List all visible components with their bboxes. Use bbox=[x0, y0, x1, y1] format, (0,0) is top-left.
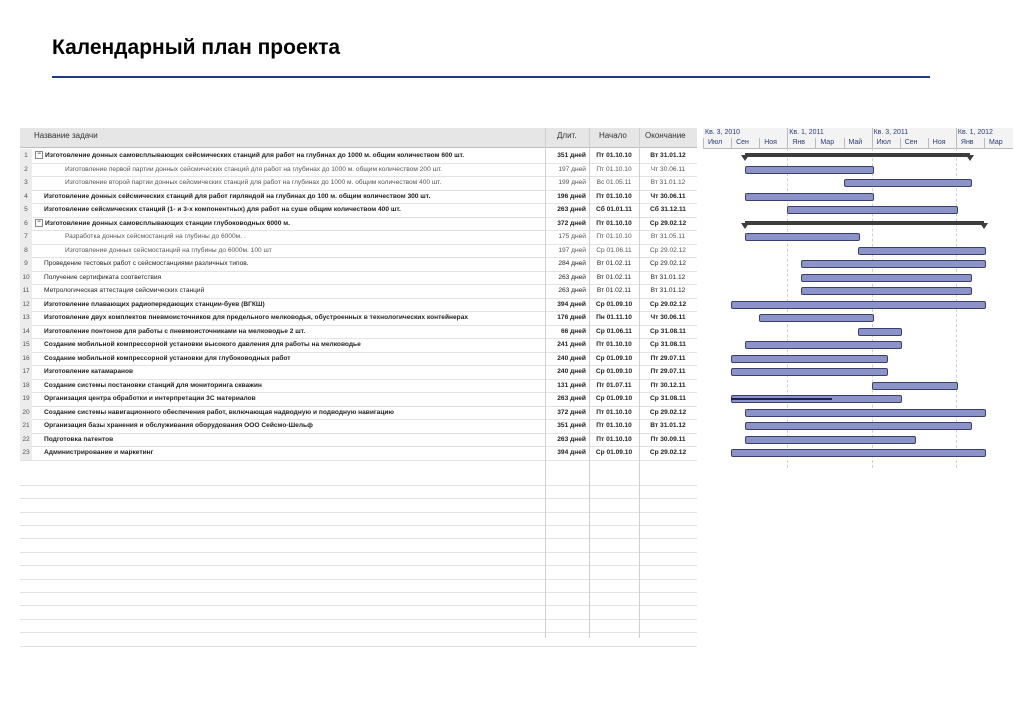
empty-row bbox=[20, 632, 697, 646]
month-label: Янв bbox=[792, 139, 805, 146]
month-label: Мар bbox=[820, 139, 835, 146]
task-duration: 176 дней bbox=[557, 314, 586, 321]
task-end: Вт 31.05.11 bbox=[650, 233, 686, 240]
summary-end-marker-icon bbox=[966, 155, 974, 161]
task-duration: 175 дней bbox=[558, 233, 586, 240]
task-name bbox=[65, 244, 272, 257]
task-name-text: Разработка донных сейсмостанций на глубины до 6000м. . bbox=[65, 233, 246, 240]
month-separator bbox=[759, 138, 760, 148]
task-start: Ср 01.06.11 bbox=[596, 327, 632, 335]
task-name-text: Получение сертификата соответствия bbox=[44, 273, 162, 281]
summary-bar[interactable] bbox=[745, 221, 984, 225]
table-row[interactable] bbox=[20, 352, 697, 367]
task-name-text: Изготовление сейсмических станций (1- и 3-х компонентных) для работ на суше общим количеством 400 шт. bbox=[44, 206, 401, 213]
task-duration: 263 дней bbox=[557, 395, 586, 402]
empty-row bbox=[20, 552, 697, 566]
task-duration: 394 дней bbox=[557, 300, 586, 308]
task-start: Вт 01.02.11 bbox=[596, 260, 632, 267]
task-end: Пт 30.12.11 bbox=[650, 381, 686, 389]
month-separator bbox=[928, 138, 929, 148]
month-separator bbox=[703, 138, 704, 148]
task-start: Пт 01.10.10 bbox=[596, 341, 632, 348]
empty-row bbox=[20, 565, 697, 579]
task-name bbox=[44, 433, 113, 446]
task-duration: 241 дней bbox=[557, 341, 586, 348]
row-number: 22 bbox=[20, 433, 32, 447]
task-start: Ср 01.09.10 bbox=[595, 395, 633, 402]
month-separator bbox=[731, 138, 732, 148]
task-name bbox=[44, 271, 161, 284]
task-end: Ср 31.08.11 bbox=[650, 395, 686, 402]
table-row[interactable] bbox=[20, 446, 697, 461]
task-name bbox=[65, 163, 442, 176]
quarter-label: Кв. 1, 2012 bbox=[957, 129, 993, 136]
task-name bbox=[44, 190, 430, 203]
task-duration: 372 дней bbox=[557, 408, 586, 416]
task-start: Пт 01.10.10 bbox=[596, 422, 632, 429]
task-start: Ср 01.09.10 bbox=[595, 368, 633, 375]
task-start: Пт 01.10.10 bbox=[596, 165, 632, 173]
task-bar[interactable] bbox=[745, 193, 873, 201]
row-number: 21 bbox=[20, 419, 32, 433]
row-number: 20 bbox=[20, 406, 32, 420]
row-number: 5 bbox=[20, 203, 32, 217]
column-header-duration[interactable]: Длит. bbox=[557, 131, 577, 140]
task-name-text: Подготовка патентов bbox=[44, 435, 114, 443]
table-row[interactable] bbox=[20, 244, 697, 259]
table-row[interactable] bbox=[20, 419, 697, 434]
table-row[interactable] bbox=[20, 311, 697, 326]
page-title: Календарный план проекта bbox=[52, 36, 341, 59]
summary-end-marker-icon bbox=[980, 223, 988, 229]
task-end: Вт 31.01.12 bbox=[650, 422, 686, 429]
empty-row bbox=[20, 606, 697, 620]
task-start: Сб 01.01.11 bbox=[596, 206, 632, 213]
task-end: Вт 31.01.12 bbox=[650, 287, 686, 294]
task-start: Ср 01.09.10 bbox=[595, 449, 633, 456]
task-name-text: Создание мобильной компрессорной установки для глубоководных работ bbox=[44, 354, 291, 362]
table-row[interactable] bbox=[20, 257, 697, 272]
task-bar[interactable] bbox=[745, 422, 972, 430]
task-end: Чт 30.06.11 bbox=[650, 314, 686, 321]
task-bar[interactable] bbox=[858, 247, 986, 255]
table-row[interactable] bbox=[20, 433, 697, 448]
task-duration: 263 дней bbox=[557, 206, 586, 213]
task-duration: 284 дней bbox=[558, 260, 586, 267]
task-bar[interactable] bbox=[745, 409, 986, 417]
task-name-text: Создание системы постановки станций для мониторинга скважин bbox=[44, 381, 262, 389]
task-name-text: Создание системы навигационного обеспечения работ, включающая надводную и подводную навигацию bbox=[44, 408, 395, 416]
task-start: Пт 01.10.10 bbox=[596, 408, 632, 416]
row-number: 23 bbox=[20, 446, 32, 460]
table-row[interactable] bbox=[20, 163, 697, 178]
task-duration: 372 дней bbox=[557, 219, 586, 227]
table-row[interactable] bbox=[20, 230, 697, 245]
timescale-months bbox=[703, 138, 1013, 149]
task-name-text: Изготовление донных сейсмостанций на глубины до 6000м. 100 шт bbox=[65, 246, 272, 254]
task-end: Чт 30.06.11 bbox=[650, 165, 686, 173]
task-start: Ср 01.09.10 bbox=[595, 300, 633, 308]
task-duration: 240 дней bbox=[557, 368, 586, 375]
task-name-text: Изготовление двух комплектов пневмоисточников для предельного мелководья, обустроенных в технологических контейнерах bbox=[44, 314, 469, 321]
row-number: 10 bbox=[20, 271, 32, 285]
task-start: Пн 01.11.10 bbox=[596, 314, 632, 321]
row-number: 8 bbox=[20, 244, 32, 258]
task-name-text: Изготовление понтонов для работы с пневмоисточниками на мелководье 2 шт. bbox=[44, 327, 306, 335]
task-end: Пт 30.09.11 bbox=[650, 435, 686, 443]
month-separator bbox=[844, 138, 845, 148]
table-row[interactable] bbox=[20, 406, 697, 421]
task-start: Вт 01.02.11 bbox=[596, 287, 632, 294]
table-row[interactable] bbox=[20, 338, 697, 353]
month-separator bbox=[815, 138, 816, 148]
progress-bar bbox=[731, 398, 832, 400]
task-name bbox=[44, 203, 401, 216]
task-bar[interactable] bbox=[759, 314, 873, 322]
column-separator bbox=[639, 128, 640, 638]
quarter-separator bbox=[956, 128, 957, 138]
task-duration: 196 дней bbox=[557, 192, 586, 200]
task-name-text: Метрологическая аттестация сейсмических станций bbox=[44, 287, 205, 294]
task-start: Пт 01.10.10 bbox=[596, 192, 632, 200]
row-number: 7 bbox=[20, 230, 32, 244]
task-name-text: Изготовление первой партии донных сейсмических станций для работ на глубинах до 1000 м. общим количеством 200 шт. bbox=[65, 165, 442, 173]
task-end: Ср 29.02.12 bbox=[649, 300, 687, 308]
title-underline bbox=[52, 76, 930, 78]
column-separator bbox=[545, 128, 546, 638]
quarter-separator bbox=[787, 128, 788, 138]
quarter-label: Кв. 3, 2010 bbox=[705, 129, 741, 136]
task-start: Пт 01.10.10 bbox=[596, 152, 632, 159]
task-bar[interactable] bbox=[801, 287, 972, 295]
task-bar[interactable] bbox=[745, 166, 873, 174]
month-label: Ноя bbox=[932, 139, 946, 146]
month-label: Сен bbox=[904, 139, 918, 146]
task-bar[interactable] bbox=[801, 274, 972, 282]
task-duration: 197 дней bbox=[558, 246, 586, 254]
task-start: Ср 01.09.10 bbox=[595, 354, 633, 362]
task-duration: 131 дней bbox=[557, 381, 586, 389]
empty-row bbox=[20, 498, 697, 512]
task-bar[interactable] bbox=[872, 382, 958, 390]
task-name bbox=[44, 419, 313, 432]
gantt-chart bbox=[703, 128, 1013, 468]
task-duration: 351 дней bbox=[557, 152, 586, 159]
task-end: Ср 31.08.11 bbox=[650, 341, 686, 348]
task-bar[interactable] bbox=[731, 449, 986, 457]
summary-end-marker-icon bbox=[741, 223, 749, 229]
row-number: 9 bbox=[20, 257, 32, 271]
task-duration: 197 дней bbox=[558, 165, 586, 173]
month-separator bbox=[900, 138, 901, 148]
task-end: Ср 29.02.12 bbox=[650, 260, 686, 267]
task-bar[interactable] bbox=[731, 301, 986, 309]
task-name-text: Изготовление катамаранов bbox=[44, 368, 134, 375]
summary-end-marker-icon bbox=[741, 155, 749, 161]
task-end: Вт 31.01.12 bbox=[650, 152, 686, 159]
task-end: Пт 29.07.11 bbox=[650, 368, 686, 375]
empty-row bbox=[20, 592, 697, 606]
task-name-text: Организация центра обработки и интерпретации 3С материалов bbox=[44, 395, 256, 402]
quarter-label: Кв. 3, 2011 bbox=[873, 129, 909, 136]
task-name-text: Изготовление донных самовсплывающих станции глубоководных 6000 м. bbox=[45, 219, 290, 227]
row-number: 17 bbox=[20, 365, 32, 379]
task-bar[interactable] bbox=[731, 355, 888, 363]
task-name bbox=[44, 392, 256, 405]
task-name bbox=[44, 352, 291, 365]
column-separator bbox=[589, 128, 590, 638]
task-name bbox=[35, 217, 290, 230]
table-row[interactable] bbox=[20, 217, 697, 232]
task-end: Ср 29.02.12 bbox=[649, 219, 687, 227]
task-bar[interactable] bbox=[745, 436, 916, 444]
task-name bbox=[44, 284, 204, 297]
empty-row bbox=[20, 525, 697, 539]
table-row[interactable] bbox=[20, 379, 697, 394]
empty-row bbox=[20, 485, 697, 499]
collapse-toggle-icon[interactable]: − bbox=[35, 151, 43, 159]
task-name bbox=[65, 176, 441, 189]
task-name bbox=[44, 311, 468, 324]
task-name bbox=[44, 406, 394, 419]
task-name bbox=[44, 298, 265, 311]
task-name bbox=[44, 446, 153, 459]
row-number: 3 bbox=[20, 176, 32, 190]
task-end: Пт 29.07.11 bbox=[650, 354, 686, 362]
month-label: Ноя bbox=[764, 139, 777, 146]
task-start: Пт 01.10.10 bbox=[596, 233, 632, 240]
task-name bbox=[35, 149, 464, 162]
task-bar[interactable] bbox=[787, 206, 958, 214]
row-number: 15 bbox=[20, 338, 32, 352]
table-row[interactable] bbox=[20, 365, 697, 380]
empty-row bbox=[20, 512, 697, 526]
task-start: Вс 01.05.11 bbox=[596, 179, 632, 186]
task-name bbox=[44, 257, 249, 270]
task-name-text: Изготовление плавающих радиопередающих станции-буев (ВГКШ) bbox=[44, 300, 265, 308]
month-separator bbox=[787, 138, 788, 148]
row-number: 11 bbox=[20, 284, 32, 298]
month-separator bbox=[984, 138, 985, 148]
row-number: 14 bbox=[20, 325, 32, 339]
row-number: 19 bbox=[20, 392, 32, 406]
month-label: Мар bbox=[989, 139, 1003, 146]
table-row[interactable] bbox=[20, 284, 697, 299]
task-start: Пт 01.07.11 bbox=[596, 381, 632, 389]
month-label: Июл bbox=[876, 139, 891, 146]
row-number: 12 bbox=[20, 298, 32, 312]
empty-row bbox=[20, 579, 697, 593]
empty-row bbox=[20, 472, 697, 486]
task-name-text: Создание мобильной компрессорной установки высокого давления для работы на мелководье bbox=[44, 341, 361, 348]
task-end: Ср 29.02.12 bbox=[649, 408, 687, 416]
task-bar[interactable] bbox=[745, 341, 902, 349]
task-duration: 351 дней bbox=[557, 422, 586, 429]
task-duration: 263 дней bbox=[558, 287, 586, 294]
task-end: Вт 31.01.12 bbox=[650, 273, 686, 281]
row-number: 2 bbox=[20, 163, 32, 177]
task-duration: 263 дней bbox=[558, 273, 586, 281]
column-header-name[interactable]: Название задачи bbox=[34, 131, 98, 140]
row-number: 13 bbox=[20, 311, 32, 325]
task-name-text: Проведение тестовых работ с сейсмостанциями различных типов. bbox=[44, 260, 249, 267]
month-label: Янв bbox=[960, 139, 974, 146]
task-bar[interactable] bbox=[844, 179, 972, 187]
table-row[interactable] bbox=[20, 392, 697, 407]
task-duration: 394 дней bbox=[557, 449, 586, 456]
task-end: Ср 31.08.11 bbox=[650, 327, 686, 335]
task-bar[interactable] bbox=[745, 233, 859, 241]
table-row[interactable] bbox=[20, 203, 697, 218]
table-row[interactable] bbox=[20, 298, 697, 313]
row-number: 18 bbox=[20, 379, 32, 393]
task-name-text: Изготовление донных сейсмических станций для работ гирляндой на глубинах до 100 м. общим количеством 300 шт. bbox=[44, 192, 431, 200]
row-number: 4 bbox=[20, 190, 32, 204]
task-name-text: Изготовление второй партии донных сейсмических станций для работ на глубинах до 1000 м. общим количеством 400 шт. bbox=[65, 179, 442, 186]
task-start: Вт 01.02.11 bbox=[596, 273, 632, 281]
quarter-label: Кв. 1, 2011 bbox=[789, 129, 824, 136]
task-duration: 263 дней bbox=[557, 435, 586, 443]
task-bar[interactable] bbox=[858, 328, 902, 336]
row-number: 16 bbox=[20, 352, 32, 366]
task-end: Сб 31.12.11 bbox=[650, 206, 686, 213]
task-duration: 199 дней bbox=[558, 179, 586, 186]
task-end: Ср 29.02.12 bbox=[650, 246, 686, 254]
task-start: Пт 01.10.10 bbox=[596, 435, 632, 443]
task-start: Ср 01.06.11 bbox=[596, 246, 632, 254]
month-label: Сен bbox=[736, 139, 749, 146]
task-start: Пт 01.10.10 bbox=[596, 219, 632, 227]
column-header-start[interactable]: Начало bbox=[599, 131, 627, 140]
task-end: Чт 30.06.11 bbox=[650, 192, 686, 200]
task-name bbox=[44, 338, 361, 351]
row-number: 6 bbox=[20, 217, 32, 231]
task-end: Ср 29.02.12 bbox=[649, 449, 687, 456]
summary-bar[interactable] bbox=[745, 153, 970, 157]
task-duration: 66 дней bbox=[560, 327, 586, 335]
month-label: Май bbox=[848, 139, 863, 146]
task-name bbox=[65, 230, 246, 243]
empty-row bbox=[20, 539, 697, 553]
table-row[interactable] bbox=[20, 176, 697, 191]
task-name bbox=[44, 325, 305, 338]
task-name bbox=[44, 365, 133, 378]
empty-row bbox=[20, 619, 697, 633]
table-header bbox=[20, 128, 697, 148]
table-row[interactable] bbox=[20, 325, 697, 340]
month-separator bbox=[872, 138, 873, 148]
task-duration: 240 дней bbox=[557, 354, 586, 362]
task-name-text: Администрирование и маркетинг bbox=[44, 449, 154, 456]
row-number: 1 bbox=[20, 149, 32, 163]
task-bar[interactable] bbox=[731, 368, 888, 376]
month-separator bbox=[956, 138, 957, 148]
month-label: Июл bbox=[708, 139, 723, 146]
column-header-end[interactable]: Окончание bbox=[645, 131, 686, 140]
quarter-separator bbox=[872, 128, 873, 138]
task-name-text: Организация базы хранения и обслуживания оборудования ООО Сейсмо-Шельф bbox=[44, 422, 313, 429]
task-end: Вт 31.01.12 bbox=[650, 179, 686, 186]
collapse-toggle-icon[interactable]: − bbox=[35, 219, 43, 227]
table-row[interactable] bbox=[20, 271, 697, 286]
table-row[interactable] bbox=[20, 149, 697, 164]
table-row[interactable] bbox=[20, 190, 697, 205]
task-name-text: Изготовление донных самовсплывающих сейсмических станций для работ на глубинах до 1000 м. общим количеством 600 шт. bbox=[45, 152, 465, 159]
task-name bbox=[44, 379, 262, 392]
task-bar[interactable] bbox=[801, 260, 986, 268]
